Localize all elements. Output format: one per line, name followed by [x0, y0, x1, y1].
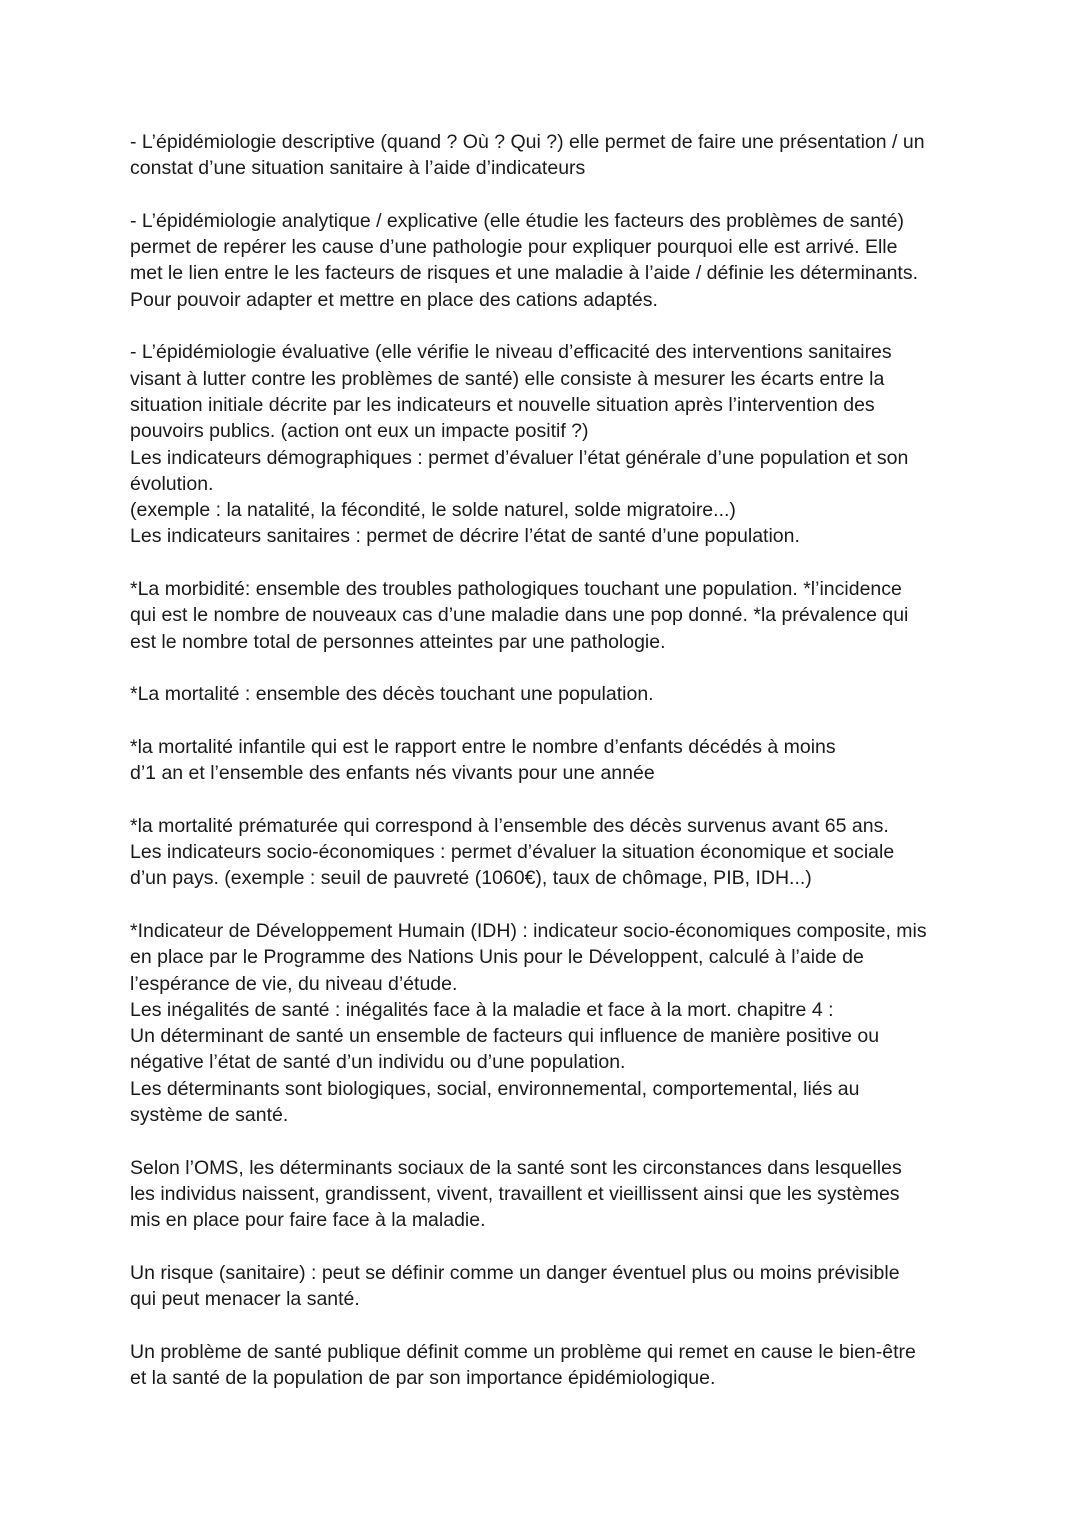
paragraph-spacer — [130, 182, 960, 208]
paragraph-spacer — [130, 892, 960, 918]
text-line: en place par le Programme des Nations Unis pour le Développent, calculé à l’aide de — [130, 946, 864, 969]
document-page — [130, 129, 960, 1391]
text-line: *la mortalité prématurée qui correspond à l’ensemble des décès survenus avant 65 ans. — [130, 814, 889, 837]
paragraph-spacer — [130, 1128, 960, 1154]
paragraph-risque — [130, 1260, 960, 1313]
text-line: d’un pays. (exemple : seuil de pauvreté (1060€), taux de chômage, PIB, IDH...) — [130, 867, 812, 890]
text-line: met le lien entre le les facteurs de risques et une maladie à l’aide / définie les déterminants. — [130, 262, 919, 285]
text-line: Un problème de santé publique définit comme un problème qui remet en cause le bien-être — [130, 1340, 916, 1363]
text-line: - L’épidémiologie descriptive (quand ? Où ? Qui ?) elle permet de faire une présentation / un — [130, 131, 925, 153]
text-line: les individus naissent, grandissent, vivent, travaillent et vieillissent ainsi que les systèmes — [130, 1182, 900, 1205]
text-line: situation initiale décrite par les indicateurs et nouvelle situation après l’intervention des — [130, 393, 875, 416]
paragraph-spacer — [130, 313, 960, 339]
text-line: est le nombre total de personnes atteintes par une pathologie. — [130, 630, 666, 653]
text-line: visant à lutter contre les problèmes de santé) elle consiste à mesurer les écarts entre la — [130, 367, 885, 390]
text-line: (exemple : la natalité, la fécondité, le solde naturel, solde migratoire...) — [130, 499, 736, 522]
paragraph-mortalite — [130, 681, 960, 707]
text-line: Les indicateurs socio-économiques : permet d’évaluer la situation économique et sociale — [130, 841, 895, 864]
text-line: négative l’état de santé d’un individu ou d’une population. — [130, 1051, 626, 1074]
paragraph-epidemiologie-descriptive — [130, 129, 960, 182]
paragraph-spacer — [130, 786, 960, 812]
paragraph-spacer — [130, 1233, 960, 1259]
paragraph-spacer — [130, 550, 960, 576]
text-line: Les indicateurs démographiques : permet d’évaluer l’état générale d’une population et son — [130, 446, 909, 469]
text-line: *Indicateur de Développement Humain (IDH) : indicateur socio-économiques composite, mis — [130, 919, 927, 942]
text-line: Les inégalités de santé : inégalités face à la maladie et face à la mort. chapitre 4 : — [130, 998, 834, 1021]
paragraph-oms — [130, 1155, 960, 1234]
text-line: d’1 an et l’ensemble des enfants nés vivants pour une année — [130, 762, 655, 785]
text-line: Les déterminants sont biologiques, social, environnemental, comportemental, liés au — [130, 1077, 860, 1100]
paragraph-probleme-sante-publique — [130, 1339, 960, 1392]
text-line: - L’épidémiologie analytique / explicative (elle étudie les facteurs des problèmes de santé) — [130, 209, 904, 232]
text-line: système de santé. — [130, 1103, 289, 1126]
text-line: Un déterminant de santé un ensemble de facteurs qui influence de manière positive ou — [130, 1025, 880, 1048]
paragraph-mortalite-prematuree — [130, 813, 960, 892]
paragraph-mortalite-infantile — [130, 734, 960, 787]
text-line: mis en place pour faire face à la maladie. — [130, 1209, 486, 1232]
text-line: pouvoirs publics. (action ont eux un impacte positif ?) — [130, 420, 589, 443]
text-line: *la mortalité infantile qui est le rapport entre le nombre d’enfants décédés à moins — [130, 735, 836, 758]
paragraph-spacer — [130, 1312, 960, 1338]
paragraph-morbidite — [130, 576, 960, 655]
text-line: - L’épidémiologie évaluative (elle vérifie le niveau d’efficacité des interventions sanitaires — [130, 341, 892, 364]
text-line: *La morbidité: ensemble des troubles pathologiques touchant une population. *l’incidence — [130, 578, 902, 601]
text-line: qui est le nombre de nouveaux cas d’une maladie dans une pop donné. *la prévalence qui — [130, 604, 909, 627]
text-line: et la santé de la population de par son importance épidémiologique. — [130, 1366, 716, 1389]
paragraph-spacer — [130, 708, 960, 734]
text-line: l’espérance de vie, du niveau d’étude. — [130, 972, 458, 995]
text-line: Les indicateurs sanitaires : permet de décrire l’état de santé d’une population. — [130, 525, 800, 548]
paragraph-spacer — [130, 655, 960, 681]
text-line: qui peut menacer la santé. — [130, 1288, 360, 1311]
text-line: *La mortalité : ensemble des décès touchant une population. — [130, 683, 654, 706]
text-line: Pour pouvoir adapter et mettre en place des cations adaptés. — [130, 288, 658, 311]
text-line: Un risque (sanitaire) : peut se définir comme un danger éventuel plus ou moins prévisible — [130, 1261, 900, 1284]
paragraph-epidemiologie-evaluative — [130, 339, 960, 549]
text-line: constat d’une situation sanitaire à l’aide d’indicateurs — [130, 157, 586, 180]
text-line: Selon l’OMS, les déterminants sociaux de la santé sont les circonstances dans lesquelles — [130, 1156, 902, 1179]
paragraph-idh-determinants — [130, 918, 960, 1128]
text-line: permet de repérer les cause d’une pathologie pour expliquer pourquoi elle est arrivé. Elle — [130, 236, 898, 259]
text-line: évolution. — [130, 472, 214, 495]
paragraph-epidemiologie-analytique — [130, 208, 960, 313]
